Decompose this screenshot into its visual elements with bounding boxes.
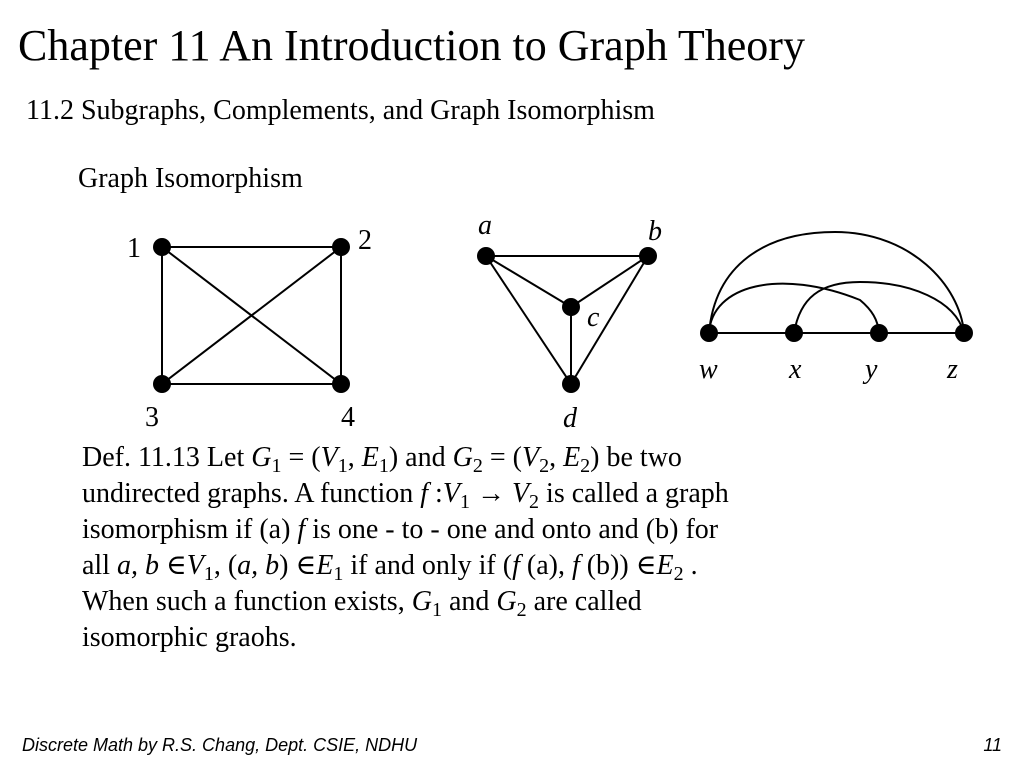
edge-a-c bbox=[486, 256, 571, 307]
definition-line-3: isomorphism if (a) f is one - to - one and onto and (b) for bbox=[82, 514, 719, 545]
vertex-label-2: 2 bbox=[358, 225, 372, 256]
footer-credit: Discrete Math by R.S. Chang, Dept. CSIE, NDHU bbox=[22, 735, 418, 755]
definition-line-1: Def. 11.13 Let $G_1 = (V_1$, $E_1$) and $G_2 = (V_2$, $E_2$) be two bbox=[82, 442, 682, 477]
vertex-label-z: z bbox=[947, 354, 958, 385]
vertex-1 bbox=[153, 238, 171, 256]
vertex-label-w: w bbox=[699, 354, 718, 385]
edge-a-d bbox=[486, 256, 571, 384]
vertex-label-1: 1 bbox=[127, 233, 141, 264]
vertex-d bbox=[562, 375, 580, 393]
vertex-label-4: 4 bbox=[341, 402, 355, 433]
vertex-label-c: c bbox=[587, 302, 600, 333]
vertex-label-b: b bbox=[648, 216, 662, 247]
vertex-z bbox=[955, 324, 973, 342]
vertex-label-a: a bbox=[478, 210, 492, 241]
vertex-label-y: y bbox=[865, 354, 878, 385]
graph-3 bbox=[709, 232, 964, 333]
edge-b-d bbox=[571, 256, 648, 384]
vertex-label-3: 3 bbox=[145, 402, 159, 433]
vertex-c bbox=[562, 298, 580, 316]
vertex-label-d: d bbox=[563, 403, 577, 434]
definition-line-5: When such a function exists, $G_1$ and $G_2$ are called bbox=[82, 586, 642, 621]
vertex-b bbox=[639, 247, 657, 265]
slide-title: Chapter 11 An Introduction to Graph Theory bbox=[18, 21, 805, 70]
edge-b-c bbox=[571, 256, 648, 307]
graph-1 bbox=[162, 247, 341, 384]
graph-2 bbox=[486, 256, 648, 384]
slide-subtitle: 11.2 Subgraphs, Complements, and Graph Isomorphism bbox=[26, 95, 655, 126]
vertex-a bbox=[477, 247, 495, 265]
vertex-w bbox=[700, 324, 718, 342]
definition-line-2: undirected graphs. A function f $:V_1 \to V_2$ is called a graph bbox=[82, 478, 729, 513]
edge-w-z-arc bbox=[709, 232, 964, 333]
vertex-x bbox=[785, 324, 803, 342]
vertex-4 bbox=[332, 375, 350, 393]
definition-line-4: all a, b $\in V_1$, (a, b) $\in E_1$ if and only if (f (a), f (b)) $\in E_2$ . bbox=[82, 550, 698, 585]
vertex-y bbox=[870, 324, 888, 342]
section-heading: Graph Isomorphism bbox=[78, 163, 303, 194]
page-number: 11 bbox=[983, 735, 1002, 755]
definition-line-6: isomorphic graohs. bbox=[82, 622, 297, 653]
vertex-3 bbox=[153, 375, 171, 393]
vertex-label-x: x bbox=[789, 354, 802, 385]
vertex-2 bbox=[332, 238, 350, 256]
